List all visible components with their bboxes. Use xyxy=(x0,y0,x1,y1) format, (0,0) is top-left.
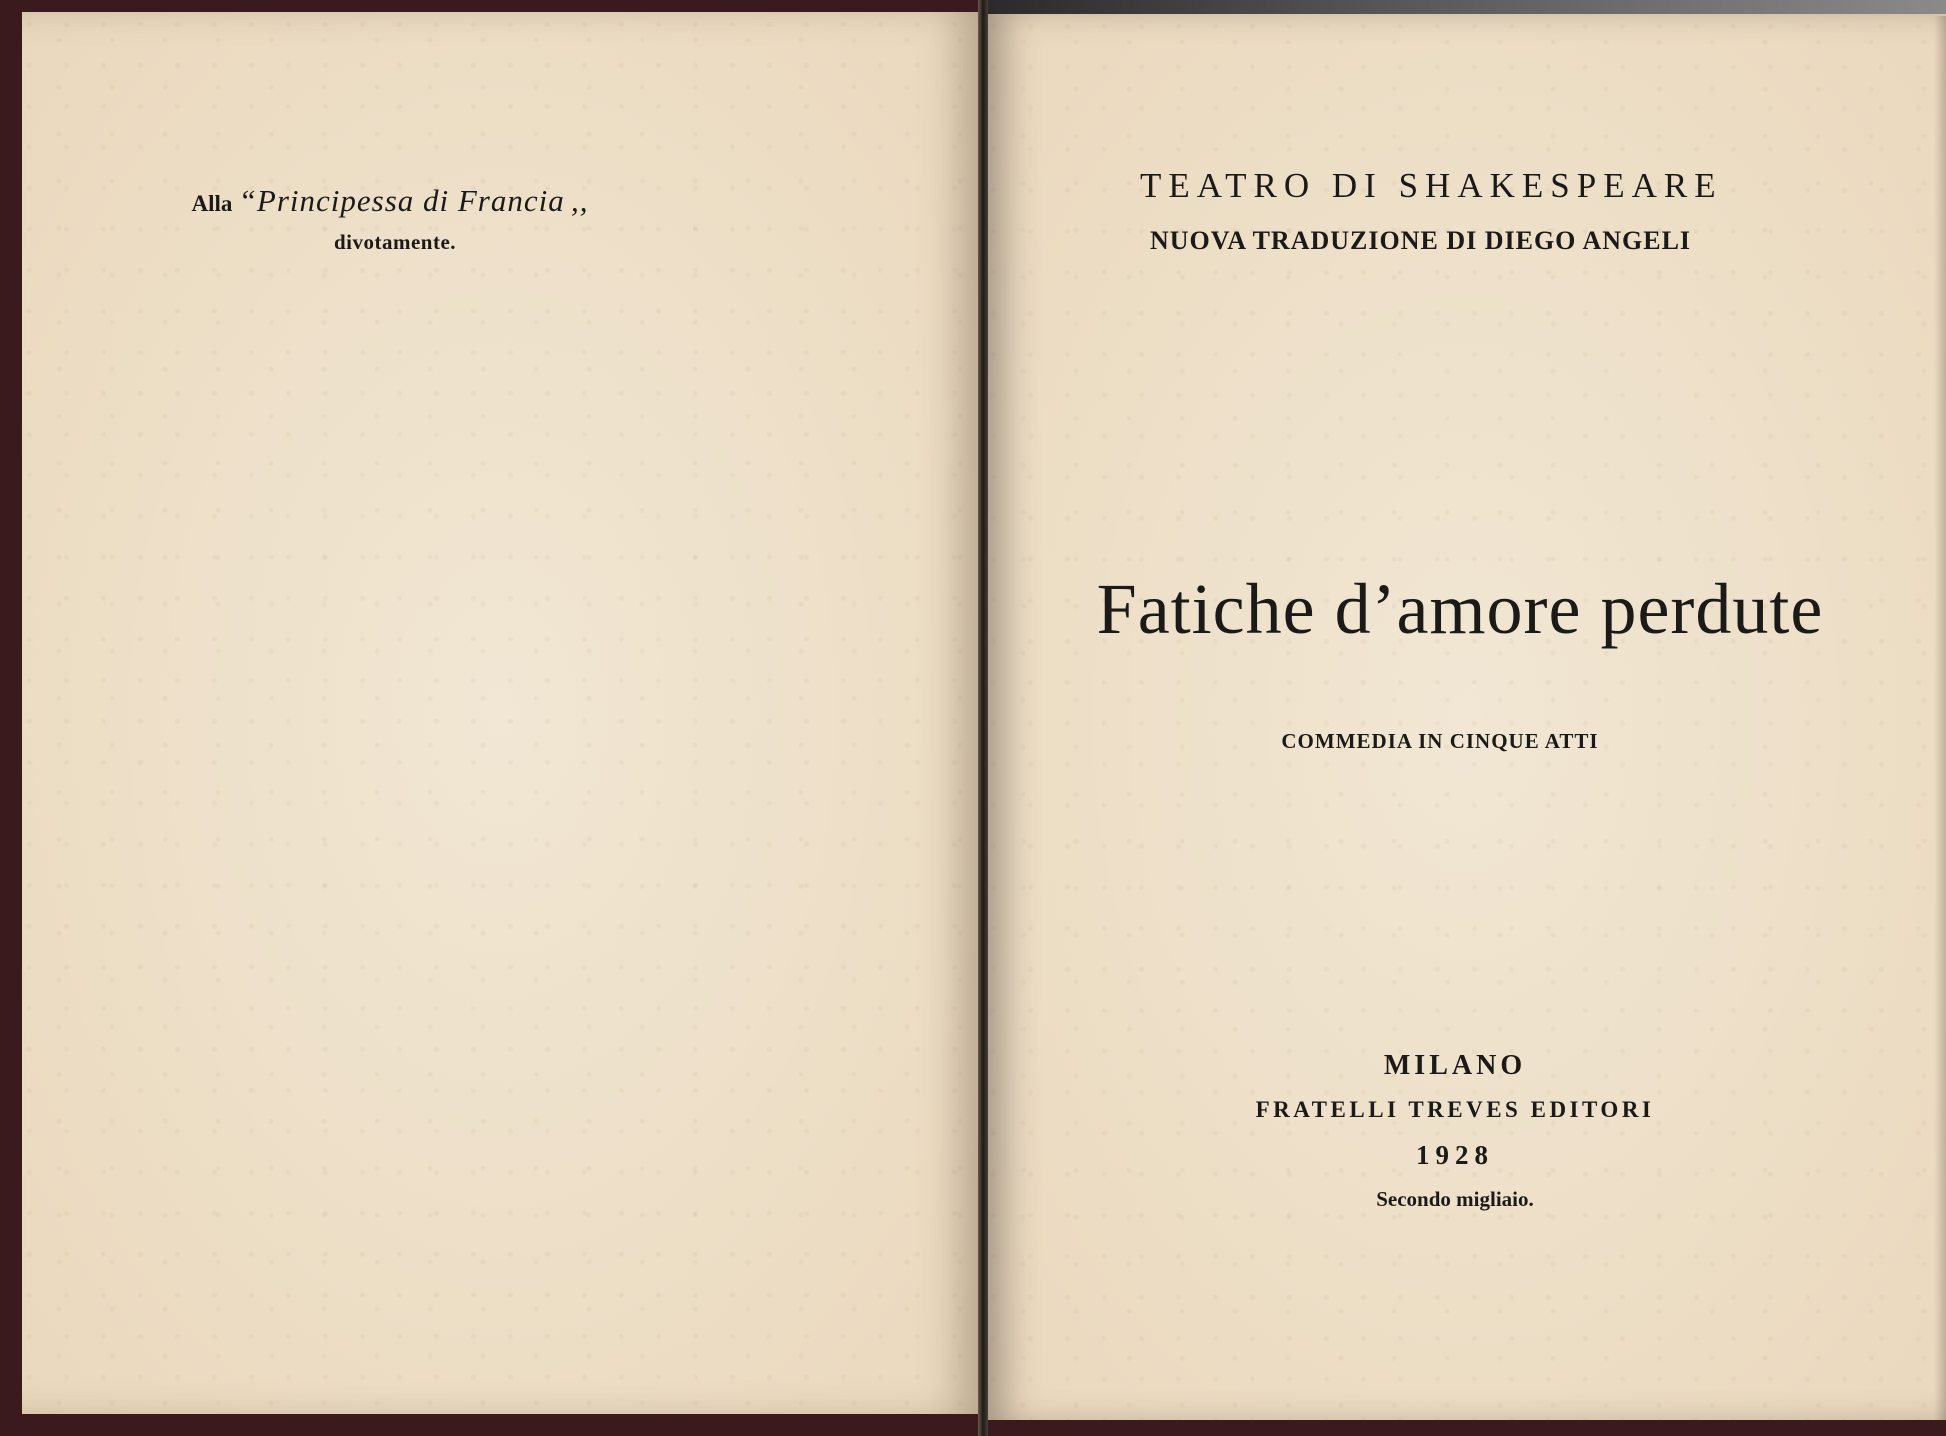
imprint-publisher: FRATELLI TREVES EDITORI xyxy=(1255,1097,1655,1122)
right-page-edge xyxy=(1934,16,1946,1420)
dedication-name: Principessa di Francia xyxy=(256,183,565,218)
dedication-open-quote: “ xyxy=(238,183,257,218)
translator-line: NUOVA TRADUZIONE DI DIEGO ANGELI xyxy=(1150,226,1692,255)
left-page xyxy=(22,12,980,1414)
imprint-city: MILANO xyxy=(1383,1050,1527,1081)
play-subtitle: COMMEDIA IN CINQUE ATTI xyxy=(1281,729,1599,753)
dedication-closing: divotamente. xyxy=(333,230,457,254)
dedication-prefix: Alla xyxy=(191,191,233,216)
play-title: Fatiche d’amore perdute xyxy=(1096,569,1824,649)
series-title: TEATRO DI SHAKESPEARE xyxy=(1140,166,1723,205)
book-gutter xyxy=(978,0,988,1436)
imprint-year: 1928 xyxy=(1416,1140,1494,1170)
dedication-line xyxy=(120,183,660,219)
dedication-close-quote: ,, xyxy=(571,183,589,218)
imprint-printing: Secondo migliaio. xyxy=(1376,1187,1534,1211)
